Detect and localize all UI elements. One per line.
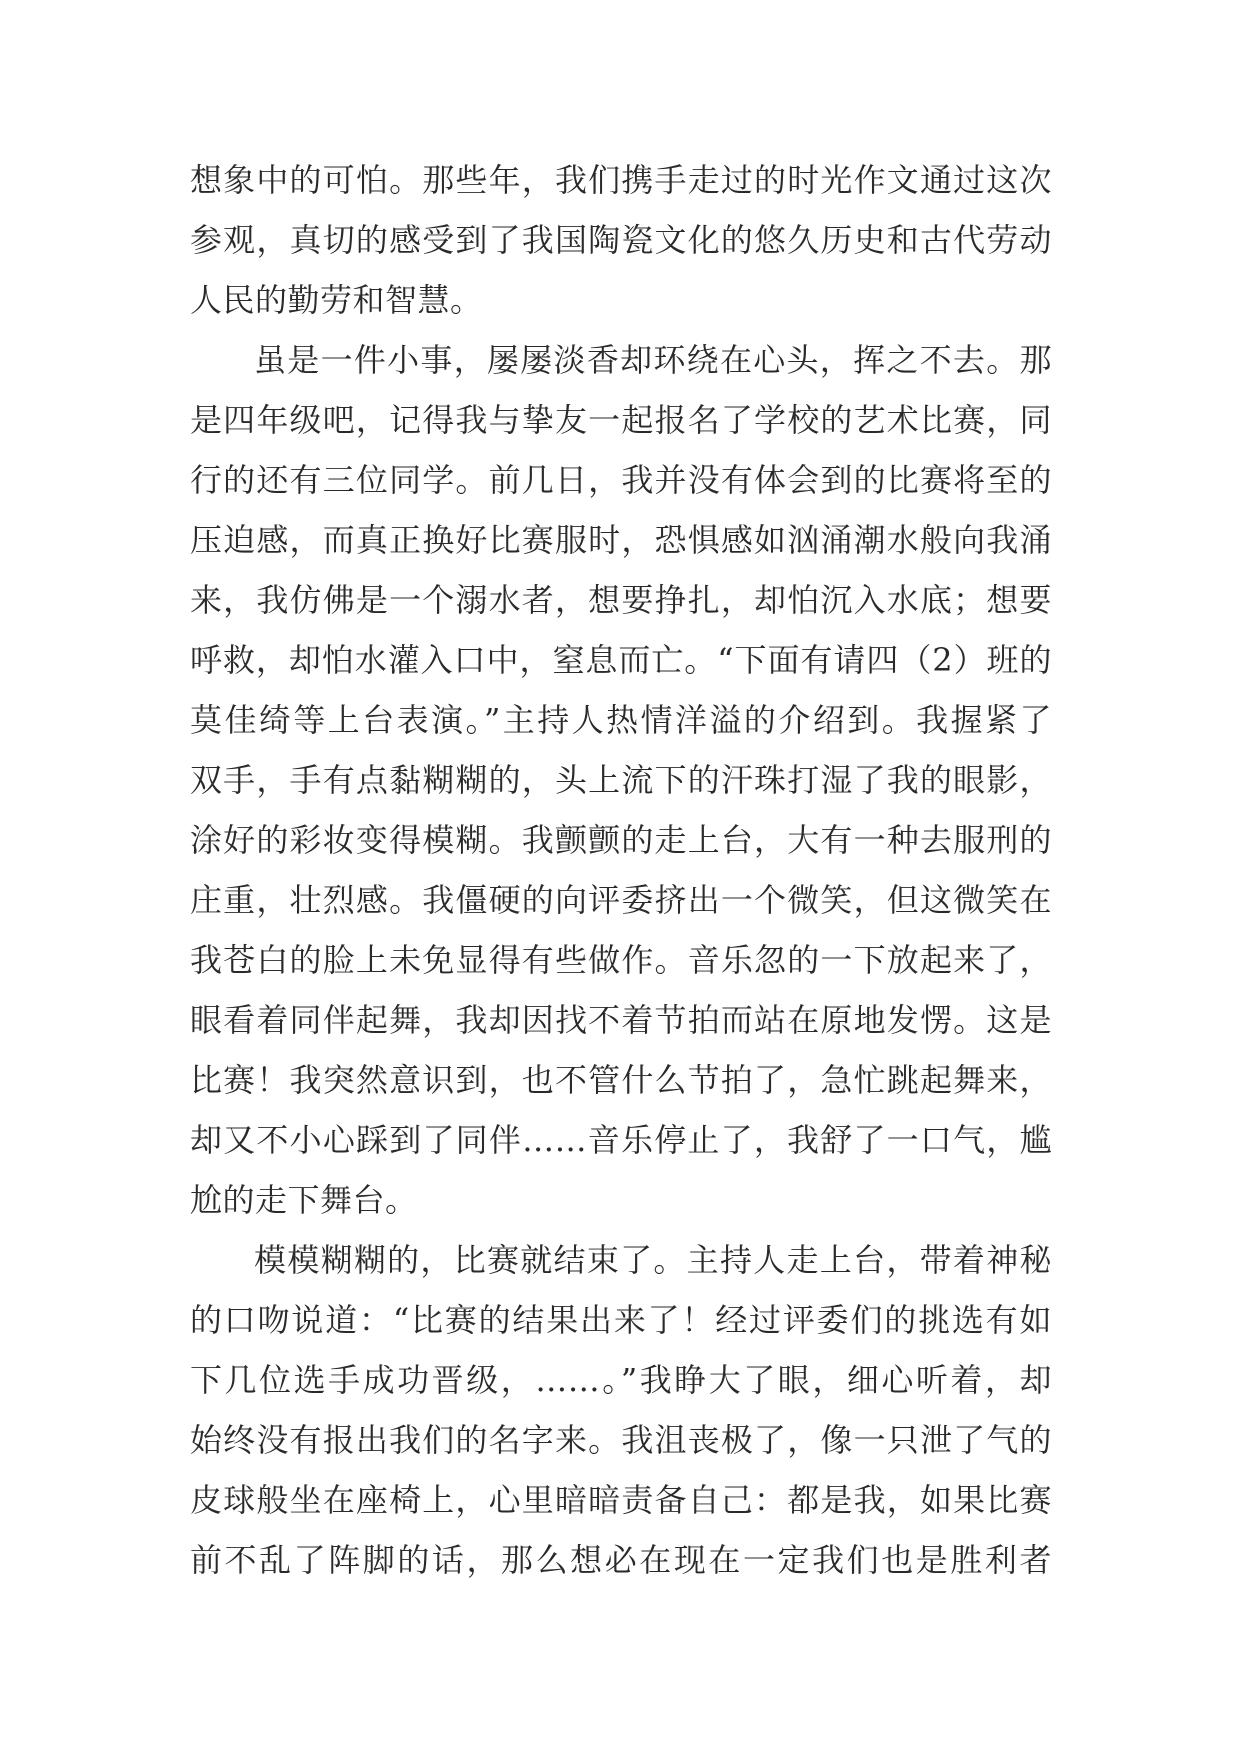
text-line: 想象中的可怕。那些年，我们携手走过的时光作文通过这次: [190, 161, 1052, 199]
text-line: 却又不小心踩到了同伴……音乐停止了，我舒了一口气，尴: [190, 1121, 1052, 1159]
text-line: 莫佳绮等上台表演。”主持人热情洋溢的介绍到。我握紧了: [190, 701, 1052, 739]
text-line: 行的还有三位同学。前几日，我并没有体会到的比赛将至的: [190, 461, 1052, 499]
text-line: 参观，真切的感受到了我国陶瓷文化的悠久历史和古代劳动: [190, 221, 1052, 259]
paragraph-2: [190, 330, 1052, 1230]
text-line: 双手，手有点黏糊糊的，头上流下的汗珠打湿了我的眼影，: [190, 761, 1052, 799]
text-line: 压迫感，而真正换好比赛服时，恐惧感如汹涌潮水般向我涌: [190, 521, 1052, 559]
text-line: 始终没有报出我们的名字来。我沮丧极了，像一只泄了气的: [190, 1421, 1052, 1459]
text-line: 是四年级吧，记得我与挚友一起报名了学校的艺术比赛，同: [190, 401, 1052, 439]
text-line: 的口吻说道：“比赛的结果出来了！经过评委们的挑选有如: [190, 1301, 1052, 1339]
text-line: 模模糊糊的，比赛就结束了。主持人走上台，带着神秘: [254, 1241, 1052, 1279]
text-line: 人民的勤劳和智慧。: [190, 281, 483, 319]
text-line: 来，我仿佛是一个溺水者，想要挣扎，却怕沉入水底；想要: [190, 581, 1052, 619]
text-line: 下几位选手成功晋级，……。”我睁大了眼，细心听着，却: [190, 1361, 1052, 1399]
text-line: 尬的走下舞台。: [190, 1181, 418, 1219]
text-line: 我苍白的脸上未免显得有些做作。音乐忽的一下放起来了，: [190, 941, 1052, 979]
text-line: 庄重，壮烈感。我僵硬的向评委挤出一个微笑，但这微笑在: [190, 881, 1052, 919]
text-line: 比赛！我突然意识到，也不管什么节拍了，急忙跳起舞来，: [190, 1061, 1052, 1099]
paragraph-3: [190, 1230, 1052, 1590]
body-text: [190, 150, 1052, 1590]
paragraph-1: [190, 150, 1052, 330]
text-line: 前不乱了阵脚的话，那么想必在现在一定我们也是胜利者: [190, 1541, 1052, 1579]
text-line: 眼看着同伴起舞，我却因找不着节拍而站在原地发愣。这是: [190, 1001, 1052, 1039]
text-line: 呼救，却怕水灌入口中，窒息而亡。“下面有请四（2）班的: [190, 641, 1052, 679]
text-line: 涂好的彩妆变得模糊。我颤颤的走上台，大有一种去服刑的: [190, 821, 1052, 859]
text-line: 皮球般坐在座椅上，心里暗暗责备自己：都是我，如果比赛: [190, 1481, 1052, 1519]
text-line: 虽是一件小事，屡屡淡香却环绕在心头，挥之不去。那: [254, 341, 1052, 379]
